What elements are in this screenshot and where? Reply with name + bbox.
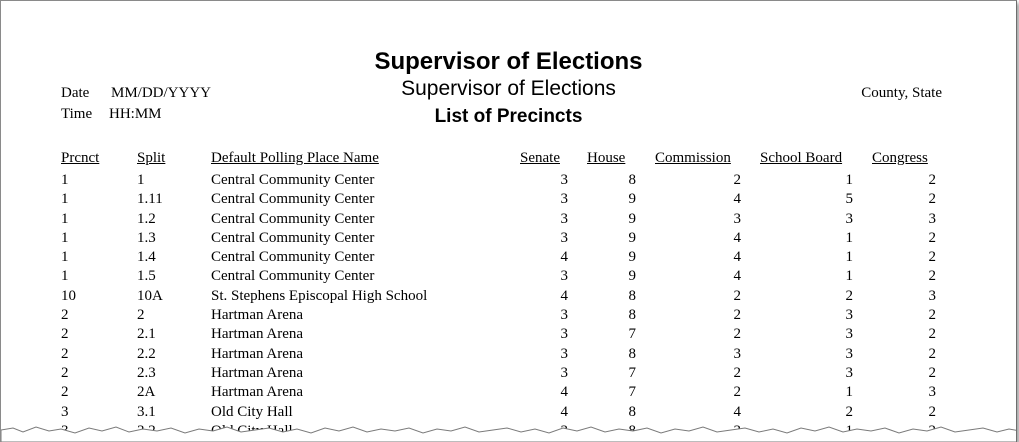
precinct-table-body bbox=[1, 172, 1016, 442]
table-row bbox=[1, 326, 1016, 345]
cell-house: 7 bbox=[628, 384, 636, 401]
cell-precinct: 1 bbox=[61, 249, 69, 266]
cell-school-board: 3 bbox=[845, 326, 853, 343]
cell-precinct: 1 bbox=[61, 191, 69, 208]
cell-precinct: 1 bbox=[61, 268, 69, 285]
cell-polling-place: St. Stephens Episcopal High School bbox=[211, 287, 428, 304]
cell-school-board: 2 bbox=[845, 287, 853, 304]
header-split: Split bbox=[137, 150, 166, 166]
cell-house: 7 bbox=[628, 326, 636, 343]
cell-split: 2 bbox=[137, 307, 145, 324]
cell-polling-place: Central Community Center bbox=[211, 191, 375, 208]
cell-congress: 2 bbox=[928, 172, 936, 188]
cell-congress: 2 bbox=[928, 268, 936, 285]
report-title: Supervisor of Elections bbox=[374, 48, 643, 75]
table-row bbox=[1, 384, 1016, 403]
cell-congress: 2 bbox=[928, 191, 936, 208]
cell-senate: 3 bbox=[560, 307, 568, 324]
cell-house: 7 bbox=[628, 364, 636, 381]
cell-school-board: 5 bbox=[845, 191, 853, 208]
cell-polling-place: Hartman Arena bbox=[211, 326, 304, 343]
cell-split: 2.2 bbox=[137, 345, 156, 362]
cell-polling-place: Central Community Center bbox=[211, 268, 375, 285]
table-row bbox=[1, 346, 1016, 365]
cell-school-board: 1 bbox=[845, 384, 853, 401]
cell-split: 3.1 bbox=[137, 403, 156, 420]
cell-house: 8 bbox=[628, 287, 636, 304]
cell-senate: 3 bbox=[560, 326, 568, 343]
table-row bbox=[1, 172, 1016, 191]
cell-school-board: 2 bbox=[845, 403, 853, 420]
cell-school-board: 1 bbox=[845, 172, 853, 188]
header-precinct: Prcnct bbox=[61, 150, 100, 166]
cell-commission: 2 bbox=[733, 364, 741, 381]
date-value: MM/DD/YYYY bbox=[111, 85, 212, 101]
header-polling-place: Default Polling Place Name bbox=[211, 150, 379, 166]
cell-house: 8 bbox=[628, 345, 636, 362]
cell-precinct: 1 bbox=[61, 210, 69, 227]
cell-senate: 3 bbox=[560, 268, 568, 285]
cell-house: 9 bbox=[628, 210, 636, 227]
cell-polling-place: Hartman Arena bbox=[211, 364, 304, 381]
cell-commission: 3 bbox=[733, 345, 741, 362]
cell-precinct: 3 bbox=[61, 403, 69, 420]
cell-school-board: 3 bbox=[845, 307, 853, 324]
cell-school-board: 3 bbox=[845, 364, 853, 381]
cell-senate: 3 bbox=[560, 172, 568, 188]
cell-commission: 2 bbox=[733, 384, 741, 401]
cell-house: 8 bbox=[628, 172, 636, 188]
cell-commission: 3 bbox=[733, 210, 741, 227]
cell-commission: 4 bbox=[733, 249, 741, 266]
cell-polling-place: Hartman Arena bbox=[211, 345, 304, 362]
cell-polling-place: Central Community Center bbox=[211, 210, 375, 227]
cell-congress: 2 bbox=[928, 364, 936, 381]
table-row bbox=[1, 230, 1016, 249]
cell-commission: 4 bbox=[733, 403, 741, 420]
time-label: Time bbox=[61, 106, 93, 122]
table-row bbox=[1, 211, 1016, 230]
cell-senate: 4 bbox=[560, 287, 568, 304]
time-value: HH:MM bbox=[109, 106, 162, 122]
cell-precinct: 2 bbox=[61, 307, 69, 324]
report-subtitle: Supervisor of Elections bbox=[401, 77, 616, 100]
table-row bbox=[1, 191, 1016, 210]
header-congress: Congress bbox=[872, 150, 928, 166]
date-label: Date bbox=[61, 85, 90, 101]
table-row bbox=[1, 365, 1016, 384]
cell-polling-place: Central Community Center bbox=[211, 229, 375, 246]
cell-polling-place: Old City Hall bbox=[211, 403, 293, 420]
cell-senate: 3 bbox=[560, 210, 568, 227]
cell-split: 1.2 bbox=[137, 210, 156, 227]
cell-school-board: 1 bbox=[845, 268, 853, 285]
cell-house: 9 bbox=[628, 191, 636, 208]
header-school-board: School Board bbox=[760, 150, 843, 166]
cell-senate: 3 bbox=[560, 345, 568, 362]
cell-split: 1 bbox=[137, 172, 145, 188]
cell-split: 1.5 bbox=[137, 268, 156, 285]
cell-precinct: 2 bbox=[61, 345, 69, 362]
cell-commission: 2 bbox=[733, 307, 741, 324]
cell-school-board: 1 bbox=[845, 249, 853, 266]
cell-senate: 4 bbox=[560, 384, 568, 401]
cell-house: 9 bbox=[628, 268, 636, 285]
header-senate: Senate bbox=[520, 150, 560, 166]
cell-split: 1.4 bbox=[137, 249, 156, 266]
cell-senate: 4 bbox=[560, 403, 568, 420]
cell-school-board: 3 bbox=[845, 210, 853, 227]
cell-precinct: 2 bbox=[61, 384, 69, 401]
table-row bbox=[1, 288, 1016, 307]
cell-precinct: 2 bbox=[61, 326, 69, 343]
cell-split: 2A bbox=[137, 384, 156, 401]
cell-precinct: 2 bbox=[61, 364, 69, 381]
cell-house: 9 bbox=[628, 229, 636, 246]
cell-split: 10A bbox=[137, 287, 163, 304]
cell-congress: 2 bbox=[928, 249, 936, 266]
table-row bbox=[1, 404, 1016, 423]
cell-polling-place: Hartman Arena bbox=[211, 384, 304, 401]
cell-split: 1.11 bbox=[137, 191, 163, 208]
report-name: List of Precincts bbox=[434, 106, 583, 127]
cell-house: 9 bbox=[628, 249, 636, 266]
cell-split: 1.3 bbox=[137, 229, 156, 246]
cell-commission: 4 bbox=[733, 229, 741, 246]
cell-senate: 3 bbox=[560, 364, 568, 381]
cell-senate: 3 bbox=[560, 191, 568, 208]
cell-polling-place: Hartman Arena bbox=[211, 307, 304, 324]
header-house: House bbox=[587, 150, 626, 166]
cell-precinct: 1 bbox=[61, 172, 69, 188]
cell-school-board: 3 bbox=[845, 345, 853, 362]
cell-commission: 2 bbox=[733, 172, 741, 188]
torn-edge bbox=[1, 424, 1017, 442]
cell-house: 8 bbox=[628, 403, 636, 420]
cell-precinct: 1 bbox=[61, 229, 69, 246]
cell-congress: 3 bbox=[928, 210, 936, 227]
header-commission: Commission bbox=[655, 150, 731, 166]
cell-split: 2.1 bbox=[137, 326, 156, 343]
cell-congress: 3 bbox=[928, 384, 936, 401]
cell-split: 2.3 bbox=[137, 364, 156, 381]
cell-polling-place: Central Community Center bbox=[211, 249, 375, 266]
cell-polling-place: Central Community Center bbox=[211, 172, 375, 188]
location-label: County, State bbox=[861, 85, 942, 101]
cell-congress: 2 bbox=[928, 326, 936, 343]
cell-senate: 3 bbox=[560, 229, 568, 246]
cell-house: 8 bbox=[628, 307, 636, 324]
cell-commission: 4 bbox=[733, 268, 741, 285]
cell-senate: 4 bbox=[560, 249, 568, 266]
cell-congress: 2 bbox=[928, 307, 936, 324]
cell-congress: 2 bbox=[928, 229, 936, 246]
cell-commission: 4 bbox=[733, 191, 741, 208]
cell-congress: 3 bbox=[928, 287, 936, 304]
table-row bbox=[1, 307, 1016, 326]
table-row bbox=[1, 268, 1016, 287]
cell-precinct: 10 bbox=[61, 287, 76, 304]
cell-commission: 2 bbox=[733, 287, 741, 304]
cell-congress: 2 bbox=[928, 345, 936, 362]
table-row bbox=[1, 249, 1016, 268]
cell-congress: 2 bbox=[928, 403, 936, 420]
cell-commission: 2 bbox=[733, 326, 741, 343]
cell-school-board: 1 bbox=[845, 229, 853, 246]
